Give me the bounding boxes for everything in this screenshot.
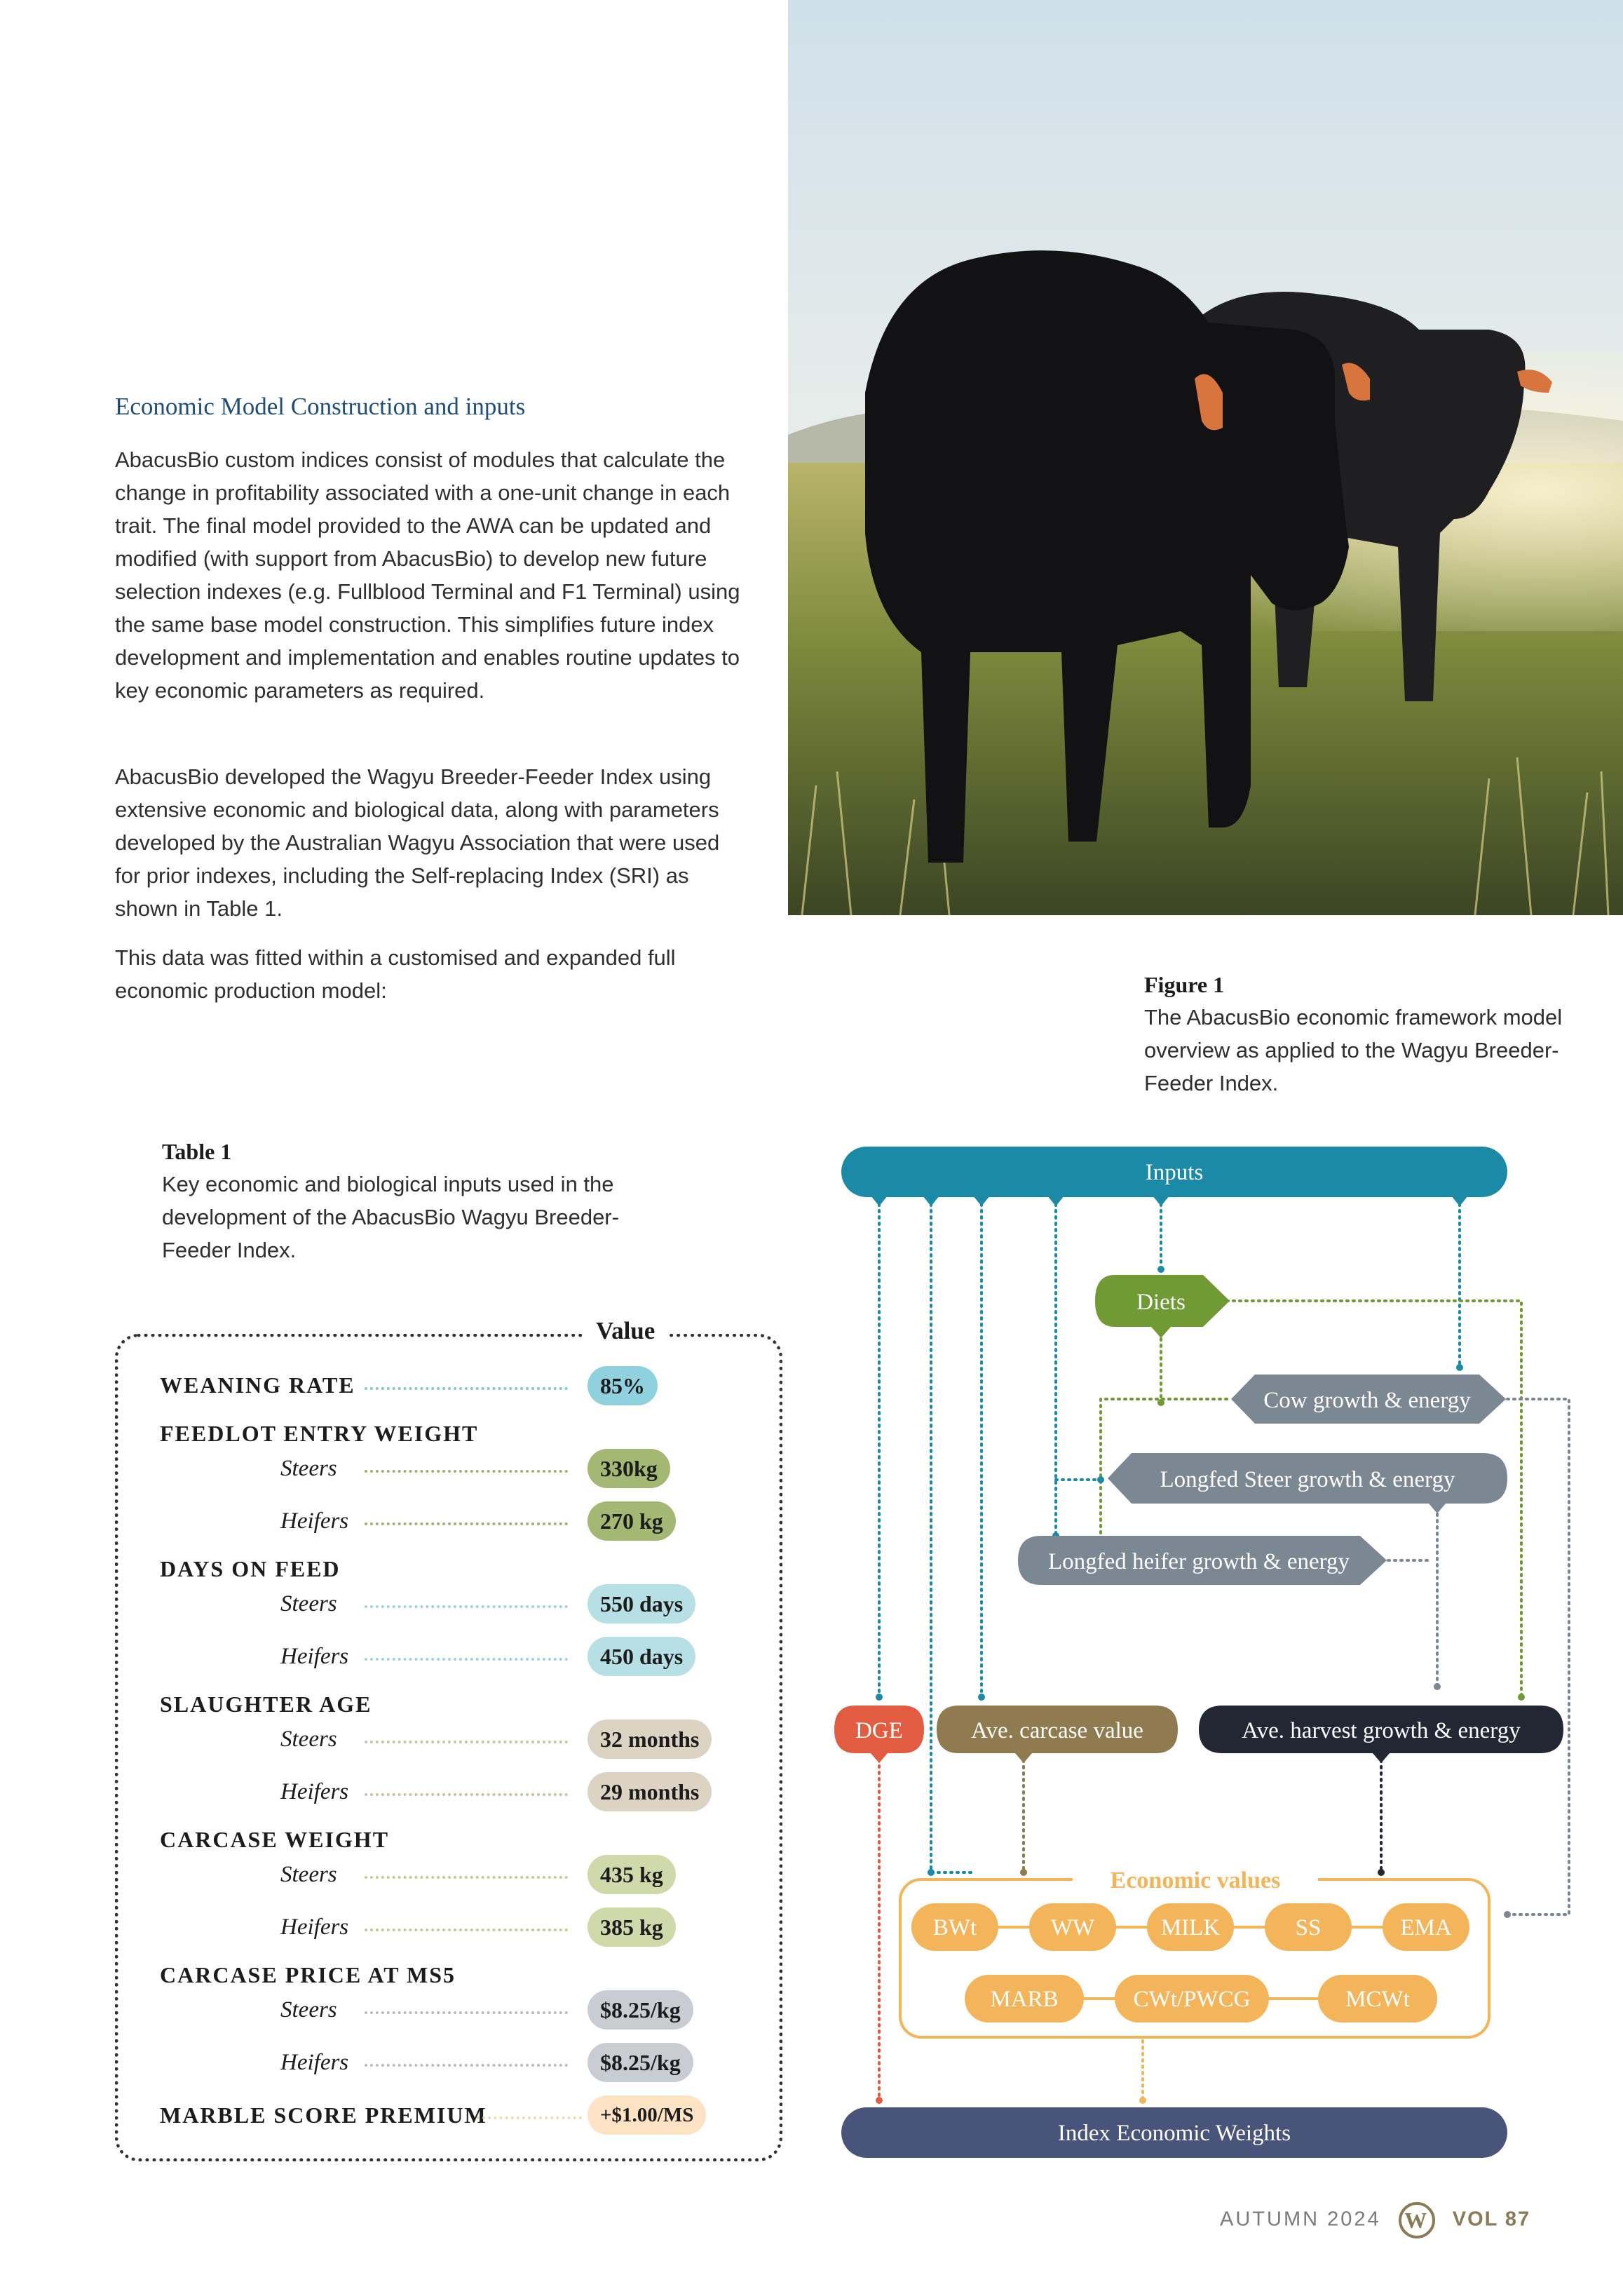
table-title: Table 1 (162, 1139, 232, 1164)
steer-growth-node (1108, 1453, 1507, 1513)
body-paragraph-1: AbacusBio custom indices consist of modules that calculate the change in profitability associated with a one-unit change in each trait. The final model provided to the AWA can be updated and modified (with support from AbacusBio) to develop new future selection indexes (e.g. Fullblood Terminal and F1 Terminal) using the same base model construction. This simplifies future index development and implementation and enables routine updates to key economic parameters as required. (115, 447, 740, 703)
trait-ss: SS (1295, 1915, 1322, 1940)
value-column-header: Value (583, 1317, 667, 1345)
trait-ww: WW (1050, 1915, 1095, 1940)
figure-title: Figure 1 (1144, 972, 1225, 997)
feedlot-heifers-label: Heifers (280, 1508, 349, 1534)
slaughter-steers-label: Steers (280, 1727, 337, 1752)
feedlot-steers-value: 330kg (588, 1449, 670, 1488)
carcase-price-heifers-label: Heifers (280, 2050, 349, 2075)
carcase-weight-label: CARCASE WEIGHT (160, 1827, 390, 1852)
leader-line (365, 1741, 568, 1743)
footer-volume: VOL 87 (1452, 2208, 1531, 2231)
carcase-weight-heifers-value: 385 kg (588, 1907, 676, 1947)
carcase-price-heifers-value: $8.25/kg (588, 2043, 693, 2082)
heifer-growth-node (1018, 1536, 1387, 1585)
body-paragraph-2: AbacusBio developed the Wagyu Breeder-Feeder Index using extensive economic and biological data, along with parameters developed by the Australian Wagyu Association that were used for prior indexes, including the Self-replacing Index (SRI) as shown in Table 1. (115, 764, 720, 921)
carcase-price-label: CARCASE PRICE AT MS5 (160, 1962, 456, 1987)
leader-line (365, 1387, 568, 1390)
inputs-node (841, 1147, 1507, 1206)
footer-season: AUTUMN 2024 (1220, 2208, 1381, 2231)
carcase-price-steers-label: Steers (280, 1997, 337, 2022)
marble-score-premium-value: +$1.00/MS (588, 2095, 706, 2135)
leader-line (365, 1658, 568, 1661)
economic-framework-diagram (834, 1136, 1591, 2167)
page-footer (1220, 2202, 1530, 2238)
heifer-growth-label: Longfed heifer growth & energy (1047, 1549, 1350, 1574)
days-heifers-label: Heifers (280, 1644, 349, 1669)
leader-line (365, 1522, 568, 1525)
economic-values-label: Economic values (1110, 1868, 1281, 1893)
carcase-weight-heifers-label: Heifers (280, 1915, 349, 1940)
trait-marb: MARB (990, 1987, 1059, 2012)
slaughter-heifers-label: Heifers (280, 1779, 349, 1804)
cattle-photo (788, 0, 1623, 915)
trait-milk: MILK (1160, 1915, 1221, 1940)
feedlot-entry-weight-label: FEEDLOT ENTRY WEIGHT (160, 1421, 479, 1446)
carcase-weight-steers-label: Steers (280, 1862, 337, 1887)
trait-cwt-pwcg: CWt/PWCG (1133, 1987, 1251, 2012)
harvest-growth-label: Ave. harvest growth & energy (1242, 1718, 1521, 1743)
leader-line (365, 1876, 568, 1879)
economic-values-group (900, 1865, 1489, 2037)
table-description: Key economic and biological inputs used in the development of the AbacusBio Wagyu Breeder-Feeder Index. (162, 1172, 619, 1262)
carcase-price-steers-value: $8.25/kg (588, 1990, 693, 2030)
days-steers-label: Steers (280, 1591, 337, 1616)
leader-line (365, 1793, 568, 1796)
diets-label: Diets (1136, 1290, 1186, 1315)
leader-line (365, 1929, 568, 1931)
feedlot-heifers-value: 270 kg (588, 1501, 676, 1541)
feedlot-steers-label: Steers (280, 1456, 337, 1481)
index-weights-label: Index Economic Weights (1057, 2121, 1291, 2146)
slaughter-steers-value: 32 months (588, 1720, 712, 1759)
steer-growth-label: Longfed Steer growth & energy (1160, 1467, 1455, 1492)
index-weights-node (841, 2107, 1507, 2158)
carcase-weight-steers-value: 435 kg (588, 1855, 676, 1894)
figure-description: The AbacusBio economic framework model overview as applied to the Wagyu Breeder-Feeder Index. (1144, 1005, 1563, 1095)
dge-node (834, 1706, 924, 1763)
marble-score-premium-label: MARBLE SCORE PREMIUM (160, 2102, 487, 2128)
diets-node (1095, 1275, 1230, 1338)
leader-line (477, 2116, 582, 2119)
inputs-label: Inputs (1145, 1160, 1204, 1185)
carcase-value-node (937, 1706, 1178, 1763)
leader-line (365, 1605, 568, 1608)
days-heifers-value: 450 days (588, 1637, 695, 1676)
trait-mcwt: MCWt (1345, 1987, 1410, 2012)
carcase-value-label: Ave. carcase value (971, 1718, 1143, 1743)
trait-bwt: BWt (932, 1915, 977, 1940)
weaning-rate-label: WEANING RATE (160, 1372, 355, 1398)
harvest-growth-node (1199, 1706, 1563, 1763)
slaughter-heifers-value: 29 months (588, 1772, 712, 1811)
section-heading: Economic Model Construction and inputs (115, 393, 526, 420)
cow-growth-label: Cow growth & energy (1263, 1388, 1471, 1413)
dge-label: DGE (855, 1718, 903, 1743)
body-paragraph-3: This data was fitted within a customised and expanded full economic production model: (115, 945, 676, 1003)
connector-inputs-econ (931, 1185, 975, 1872)
figure-caption (1144, 972, 1579, 1100)
leader-line (365, 1470, 568, 1473)
magazine-logo-icon: W (1399, 2202, 1435, 2238)
days-steers-value: 550 days (588, 1584, 695, 1623)
trait-ema: EMA (1400, 1915, 1452, 1940)
leader-line (365, 2011, 568, 2014)
cow-growth-node (1231, 1375, 1506, 1424)
leader-line (365, 2064, 568, 2067)
table-caption (162, 1139, 625, 1267)
slaughter-age-label: SLAUGHTER AGE (160, 1691, 372, 1717)
days-on-feed-label: DAYS ON FEED (160, 1556, 341, 1581)
weaning-rate-value: 85% (588, 1366, 658, 1405)
connector-cow-econ (1507, 1399, 1569, 1915)
